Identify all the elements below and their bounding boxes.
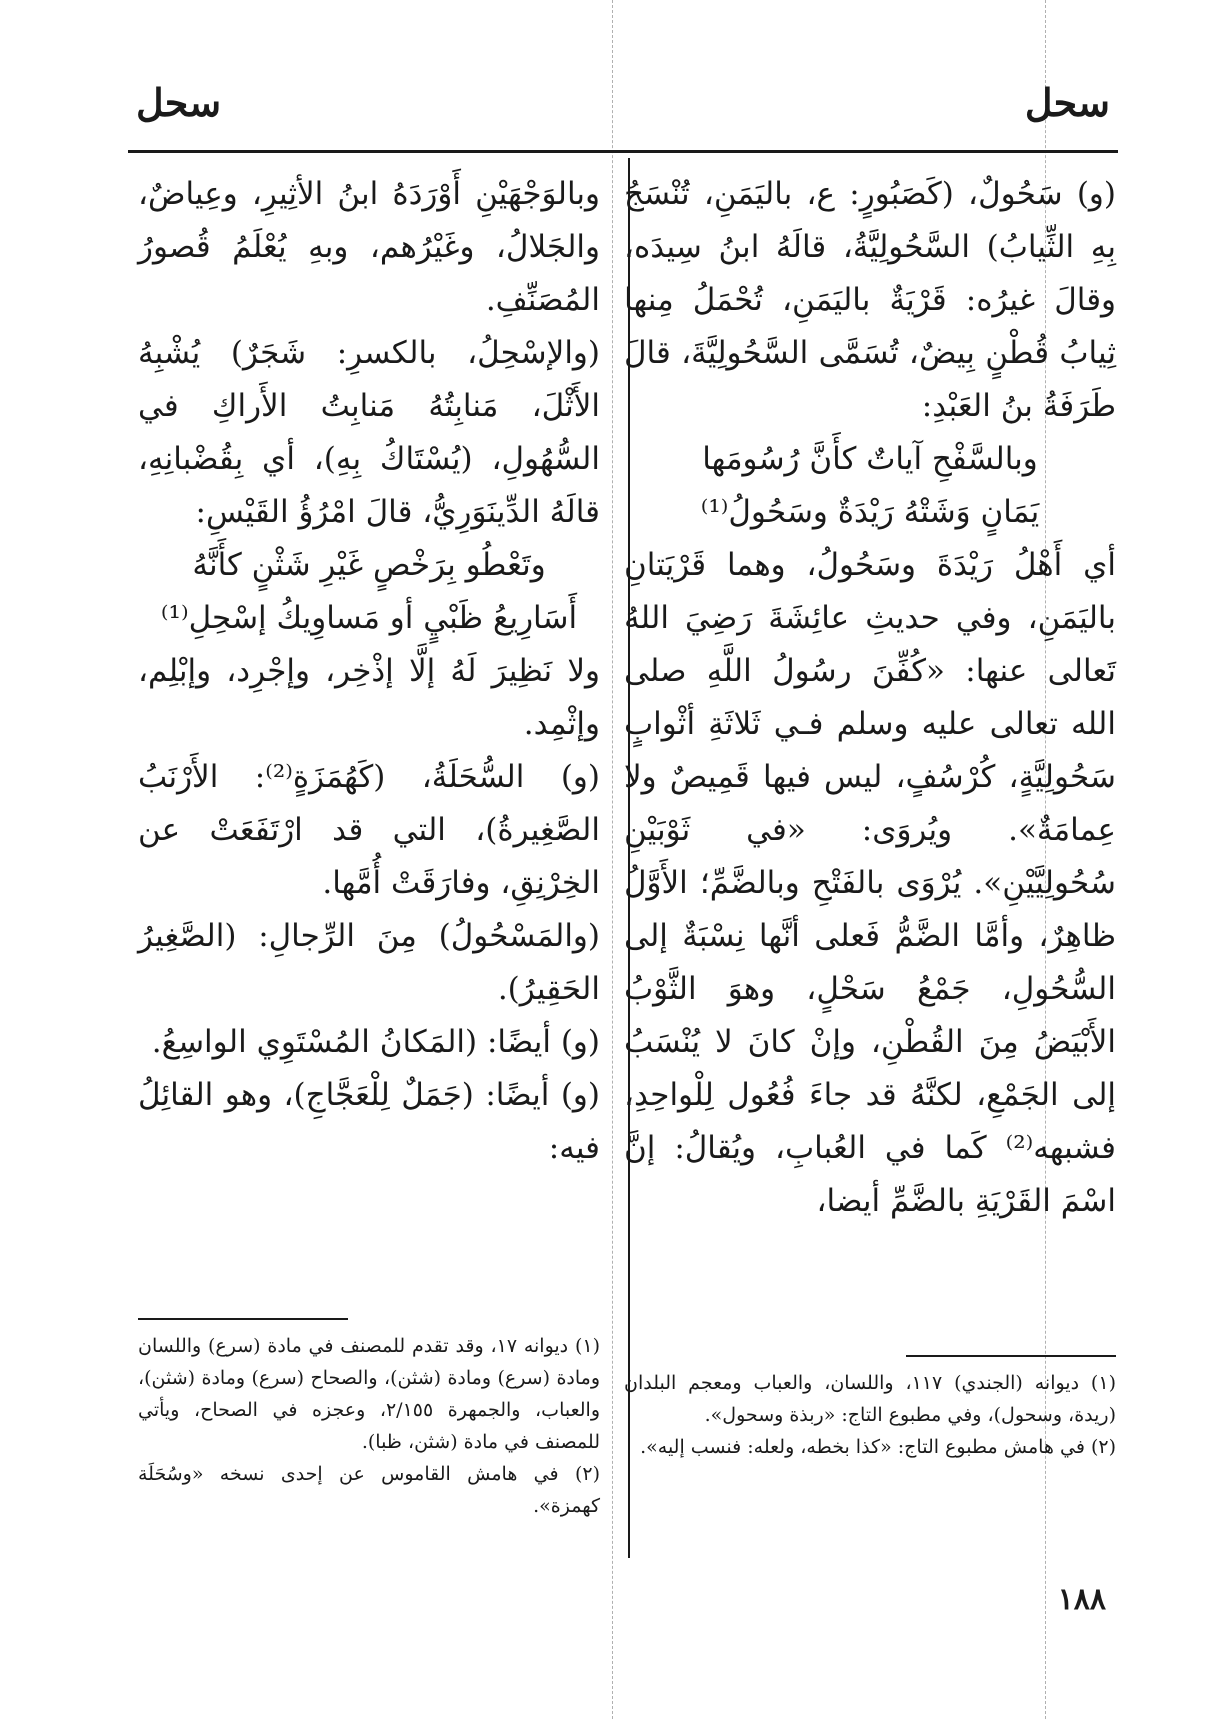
paragraph: وبالوَجْهَيْنِ أَوْرَدَهُ ابنُ الأثِيرِ، وعِياضٌ، والجَلالُ، وغَيْرُهم، وبهِ يُعْلَمُ قُصورُ المُصَنِّفِ. [138, 176, 600, 318]
footnote: (١) ديوانه (الجندي) ١١٧، واللسان، والعباب ومعجم البلدان (ريدة، وسحول)، وفي مطبوع التاج: «ربذة وسحول». [624, 1372, 1116, 1426]
left-column-text [138, 168, 600, 1175]
footnote: (٢) في هامش القاموس عن إحدى نسخه «وسُحَلَة كهمزة». [138, 1463, 600, 1517]
verse-line: أَسَارِيعُ ظَبْيٍ أو مَساوِيكُ إسْحِلِ⁽¹⁾ [160, 600, 578, 636]
footnote-rule [906, 1355, 1116, 1357]
verse-line: يَمَانٍ وَشَتْهُ رَيْدَةٌ وسَحُولُ⁽¹⁾ [700, 494, 1040, 530]
paragraph: (و) سَحُولٌ، (كَصَبُورٍ: ع، باليَمَنِ، تُنْسَجُ بِهِ الثِّيابُ) السَّحُولِيَّةُ، قالَهُ ابنُ سِيدَه، وقالَ غيرُه: قَرْيَةٌ باليَمَنِ، تُحْمَلُ مِنها ثِيابُ قُطْنٍ بِيضٌ، تُسَمَّى السَّحُولِيَّةَ، قالَ طَرَفَةُ بنُ العَبْدِ: [624, 176, 1116, 424]
paragraph: ولا نَظِيرَ لَهُ إلَّا إذْخِر، وإجْرِد، وإبْلِم، وإثْمِد. [138, 653, 600, 742]
verse-line: وبالسَّفْحِ آياتٌ كأَنَّ رُسُومَها [702, 441, 1038, 477]
right-footnotes [624, 1355, 1116, 1463]
left-footnotes [138, 1318, 600, 1522]
paragraph: أي أَهْلُ رَيْدَةَ وسَحُولُ، وهما قَرْيَتانِ باليَمَنِ، وفي حديثِ عائِشَةَ رَضِيَ اللهُ تَعالى عنها: «كُفِّنَ رسُولُ اللَّهِ صلى الله تعالى عليه وسلم فـي ثَلاثَةِ أثْوابٍ سَحُولِيَّةٍ، كُرْسُفٍ، ليس فيها قَمِيصٌ ولا عِمامَةٌ». ويُروَى: «في ثَوْبَيْنِ سُحُولِيَّيْنِ». يُرْوَى بالفَتْحِ وبالضَّمِّ؛ الأَوَّلُ ظاهِرٌ، وأمَّا الضَّمُّ فَعلى أنَّها نِسْبَةٌ إلى السُّحُولِ، جَمْعُ سَحْلٍ، وهوَ الثَّوْبُ الأَبْيَضُ مِنَ القُطْنِ، وإنْ كانَ لا يُنْسَبُ إلى الجَمْعِ، لكنَّهُ قد جاءَ فُعُول لِلْواحِدِ، فشبهه⁽²⁾ كَما في العُبابِ، ويُقالُ: إنَّ اسْمَ القَرْيَةِ بالضَّمِّ أيضا، [624, 547, 1116, 1219]
footnote: (١) ديوانه ١٧، وقد تقدم للمصنف في مادة (سرع) واللسان ومادة (سرع) ومادة (شثن)، والصحاح (سرع) ومادة (شثن)، والعباب، والجمهرة ٢/١٥٥، وعجزه في الصحاح، ويأتي للمصنف في مادة (شثن، ظبا). [138, 1335, 601, 1453]
header-headword-right: سحل [1024, 80, 1110, 125]
paragraph: (والإسْحِلُ، بالكسرِ: شَجَرٌ) يُشْبِهُ الأَثْلَ، مَنابِتُهُ مَنابِتُ الأَراكِ في السُّهُولِ، (يُسْتَاكُ بِهِ)، أي بِقُضْبانِهِ، قالَهُ الدِّينَوَرِيُّ، قالَ امْرُؤُ القَيْسِ: [138, 335, 600, 530]
paragraph: (و) السُّحَلَةُ، (كَهُمَزَةٍ⁽²⁾: الأَرْنَبُ الصَّغِيرةُ)، التي قد ارْتَفَعَتْ عن الخِرْنِقِ، وفارَقَتْ أُمَّها. [138, 759, 600, 901]
footnote-rule [138, 1318, 348, 1320]
verse-line: وتَعْطُو بِرَخْصٍ غَيْرِ شَثْنٍ كأَنَّهُ [192, 547, 546, 583]
header-rule [128, 150, 1118, 153]
scan-fold-line [612, 0, 613, 1719]
paragraph: (و) أيضًا: (جَمَلٌ لِلْعَجَّاجِ)، وهو القائِلُ فيه: [138, 1077, 600, 1166]
paragraph: (و) أيضًا: (المَكانُ المُسْتَوِي الواسِعُ. [151, 1024, 600, 1060]
page-number: ١٨٨ [1057, 1582, 1106, 1617]
header-headword-left: سحل [136, 80, 222, 125]
paragraph: (والمَسْحُولُ) مِنَ الرِّجالِ: (الصَّغِيرُ الحَقِيرُ). [138, 918, 600, 1007]
footnote: (٢) في هامش مطبوع التاج: «كذا بخطه، ولعله: فنسب إليه». [640, 1436, 1116, 1458]
right-column-text [624, 168, 1116, 1228]
